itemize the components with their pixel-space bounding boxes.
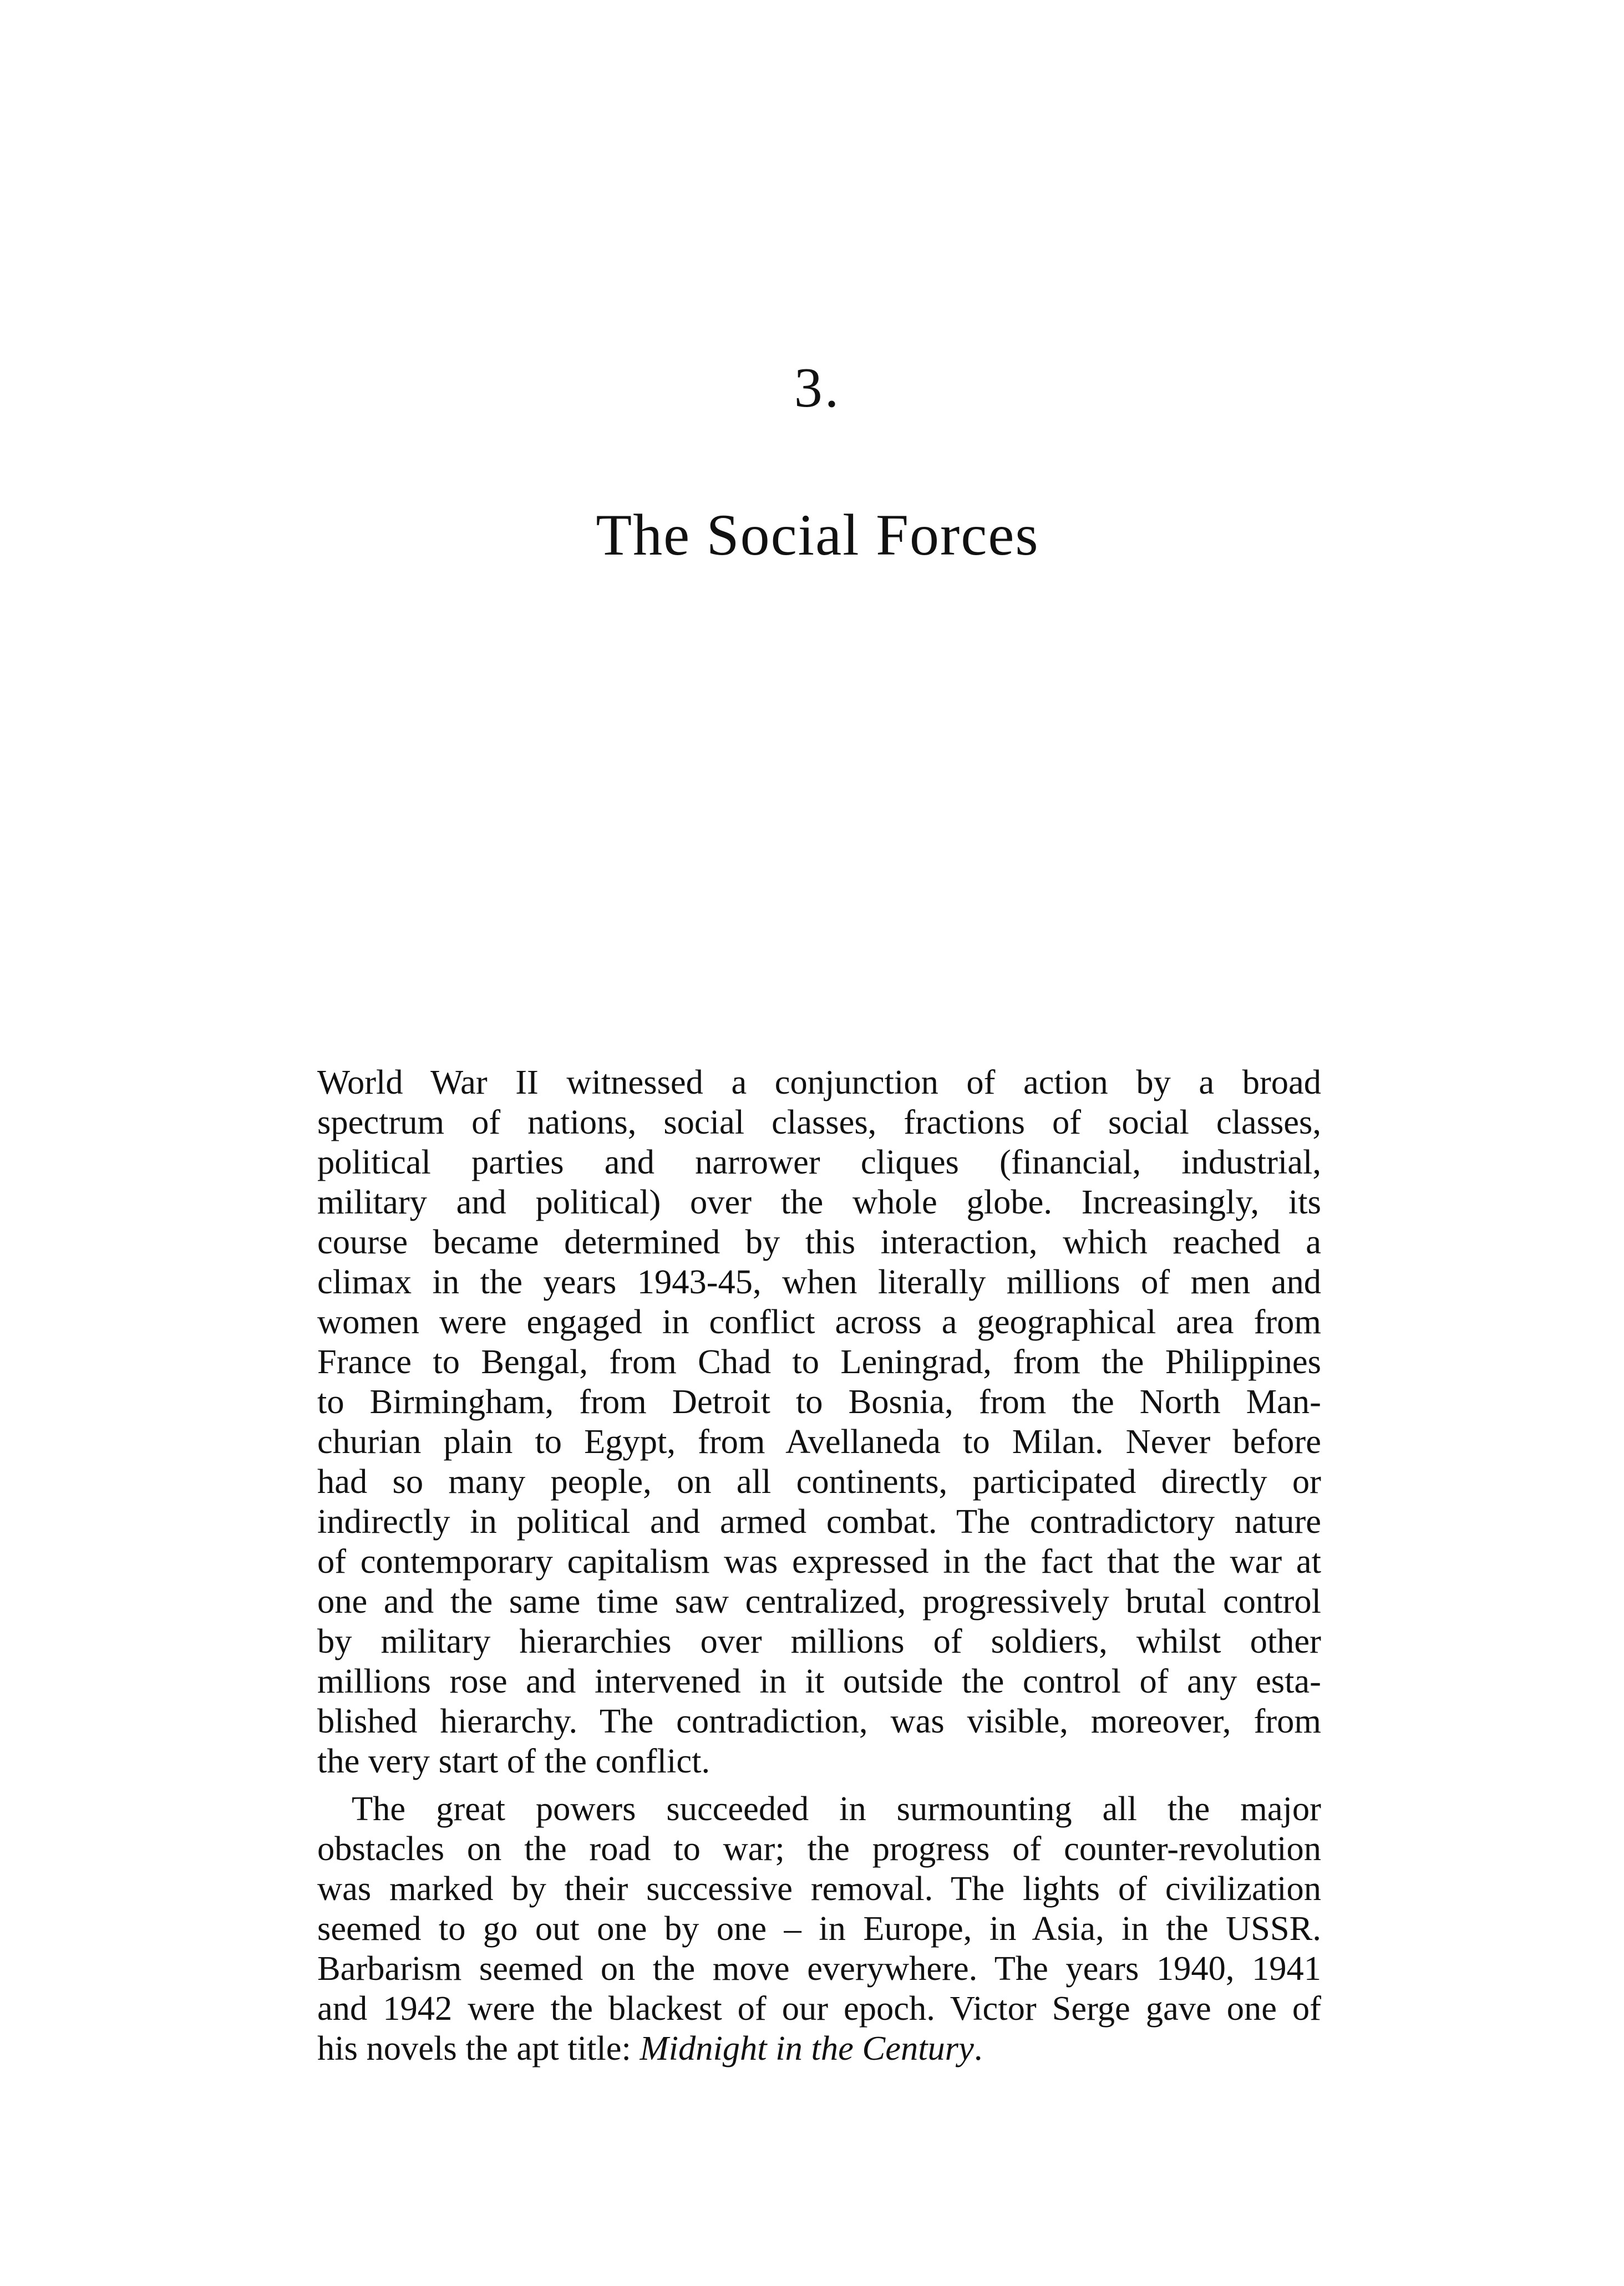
- text-line: France to Bengal, from Chad to Leningrad, from the Philippines: [317, 1342, 1321, 1381]
- text-line: [317, 2028, 1321, 2068]
- text-line: The great powers succeeded in surmounting all the major: [352, 1789, 1321, 1828]
- text-line: climax in the years 1943-45, when literally millions of men and: [317, 1262, 1321, 1301]
- last-line-prefix: his novels the apt title:: [317, 2029, 640, 2067]
- text-line: the very start of the conflict.: [317, 1741, 710, 1780]
- paragraph-1: [317, 1062, 1321, 1781]
- text-line: military and political) over the whole globe. Increasingly, its: [317, 1182, 1321, 1221]
- text-line: by military hierarchies over millions of soldiers, whilst other: [317, 1622, 1321, 1660]
- text-line: had so many people, on all continents, participated directly or: [317, 1462, 1321, 1501]
- text-line: was marked by their successive removal. The lights of civilization: [317, 1869, 1321, 1908]
- text-line: course became determined by this interaction, which reached a: [317, 1222, 1321, 1261]
- text-line: to Birmingham, from Detroit to Bosnia, from the North Man-: [317, 1382, 1321, 1421]
- text-line: seemed to go out one by one – in Europe, in Asia, in the USSR.: [317, 1909, 1321, 1948]
- text-line: World War II witnessed a conjunction of action by a broad: [317, 1063, 1321, 1101]
- text-line: obstacles on the road to war; the progress of counter-revolution: [317, 1829, 1321, 1868]
- text-line: spectrum of nations, social classes, fractions of social classes,: [317, 1103, 1321, 1141]
- text-line: political parties and narrower cliques (financial, industrial,: [317, 1142, 1321, 1181]
- text-line: indirectly in political and armed combat. The contradictory nature: [317, 1502, 1321, 1541]
- text-line: churian plain to Egypt, from Avellaneda to Milan. Never before: [317, 1422, 1321, 1461]
- chapter-number: 3.: [794, 357, 841, 419]
- text-line: women were engaged in conflict across a geographical area from: [317, 1302, 1321, 1341]
- text-line: blished hierarchy. The contradiction, was visible, moreover, from: [317, 1701, 1321, 1740]
- text-line: Barbarism seemed on the move everywhere. The years 1940, 1941: [317, 1949, 1321, 1988]
- book-title: Midnight in the Century: [640, 2029, 974, 2067]
- last-line-suffix: .: [973, 2029, 983, 2067]
- text-line: one and the same time saw centralized, progressively brutal control: [317, 1582, 1321, 1620]
- text-line: and 1942 were the blackest of our epoch. Victor Serge gave one of: [317, 1989, 1321, 2028]
- text-line: of contemporary capitalism was expressed in the fact that the war at: [317, 1542, 1321, 1581]
- text-line: millions rose and intervened in it outside the control of any esta-: [317, 1662, 1321, 1700]
- chapter-title: The Social Forces: [596, 502, 1039, 567]
- paragraph-2: [317, 1789, 1321, 2068]
